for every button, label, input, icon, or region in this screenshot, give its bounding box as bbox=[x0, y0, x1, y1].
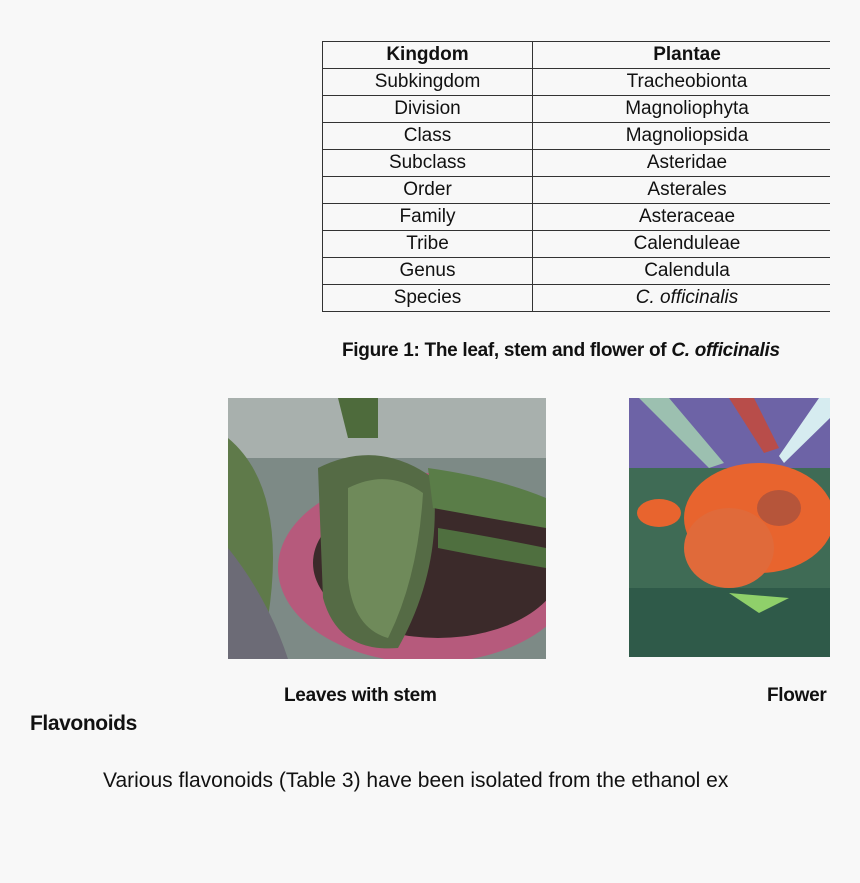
table-row bbox=[323, 123, 842, 150]
section-heading: Flavonoids bbox=[30, 712, 137, 735]
figure-caption bbox=[342, 340, 780, 362]
table-row bbox=[323, 258, 842, 285]
table-row bbox=[323, 177, 842, 204]
table-row bbox=[323, 150, 842, 177]
page-edge bbox=[830, 0, 860, 883]
leaves-stem-label: Leaves with stem bbox=[284, 685, 437, 706]
table-cell: Magnoliopsida bbox=[533, 123, 842, 150]
table-cell: Asteraceae bbox=[533, 204, 842, 231]
table-cell: Genus bbox=[323, 258, 533, 285]
table-cell: Calenduleae bbox=[533, 231, 842, 258]
flower-photo bbox=[629, 398, 830, 657]
table-cell: Subclass bbox=[323, 150, 533, 177]
table-cell: Family bbox=[323, 204, 533, 231]
table-header-cell: Plantae bbox=[533, 42, 842, 69]
table-row bbox=[323, 231, 842, 258]
caption-text: Figure 1: The leaf, stem and flower of bbox=[342, 340, 672, 361]
flower-label: Flower bbox=[767, 685, 827, 706]
table-cell: Magnoliophyta bbox=[533, 96, 842, 123]
table-row bbox=[323, 285, 842, 312]
table-cell: Subkingdom bbox=[323, 69, 533, 96]
table-row bbox=[323, 96, 842, 123]
table-cell: Calendula bbox=[533, 258, 842, 285]
taxonomy-table bbox=[322, 41, 842, 312]
table-row bbox=[323, 69, 842, 96]
table-cell: Species bbox=[323, 285, 533, 312]
section-paragraph: Various flavonoids (Table 3) have been isolated from the ethanol ex bbox=[103, 769, 729, 792]
table-cell: Tracheobionta bbox=[533, 69, 842, 96]
table-cell: Tribe bbox=[323, 231, 533, 258]
table-cell: Division bbox=[323, 96, 533, 123]
table-row bbox=[323, 204, 842, 231]
table-header-row bbox=[323, 42, 842, 69]
leaves-stem-photo bbox=[228, 398, 546, 659]
table-header-cell: Kingdom bbox=[323, 42, 533, 69]
table-cell: C. officinalis bbox=[533, 285, 842, 312]
table-cell: Asteridae bbox=[533, 150, 842, 177]
caption-species: C. officinalis bbox=[671, 340, 780, 361]
table-cell: Order bbox=[323, 177, 533, 204]
table-cell: Asterales bbox=[533, 177, 842, 204]
table-cell: Class bbox=[323, 123, 533, 150]
